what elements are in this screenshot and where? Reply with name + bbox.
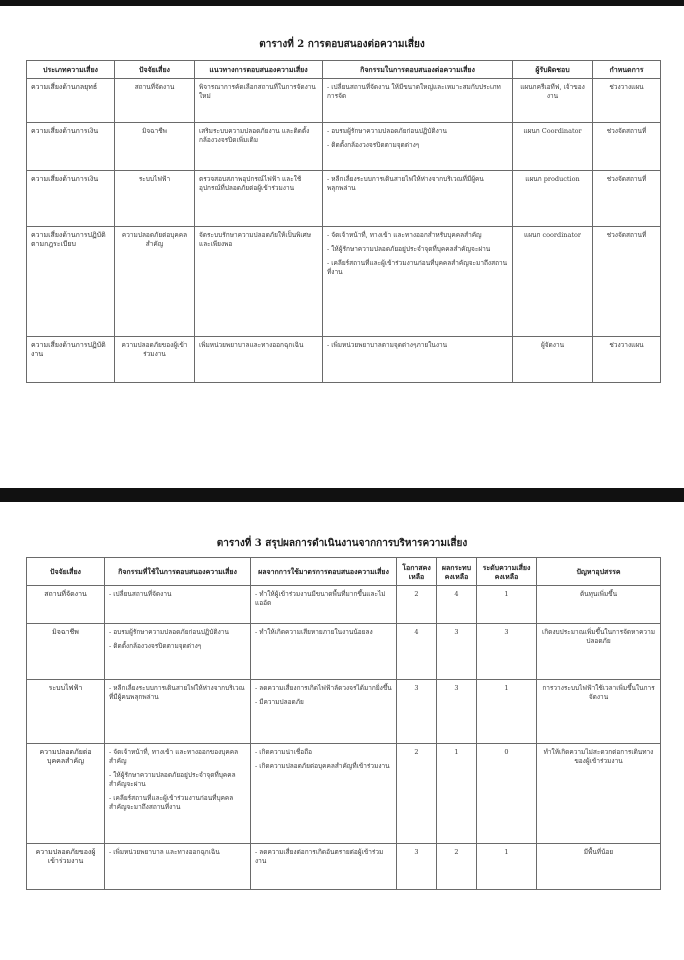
table-row [27, 624, 661, 680]
result-item: - ลดความเสี่ยงต่อการเกิดอันตรายต่อผู้เข้าร่วมงาน [255, 848, 384, 865]
activity-item: - เปลี่ยนสถานที่จัดงาน [109, 590, 172, 598]
header-measure-results: ผลจากการใช้มาตรการตอบสนองความเสี่ยง [251, 558, 397, 586]
table-3-title: ตารางที่ 3 สรุปผลการดำเนินงานจากการบริหารความเสี่ยง [216, 538, 468, 549]
activity-item: - ให้ผู้รักษาความปลอดภัยอยู่ประจำจุดที่บุคคลสำคัญจะผ่าน [109, 771, 236, 788]
response-activities [323, 227, 513, 337]
response-activities [323, 337, 513, 383]
header-response-activities: กิจกรรมในการตอบสนองต่อความเสี่ยง [323, 61, 513, 79]
activity-item: - ติดตั้งกล้องวงจรปิดตามจุดต่างๆ [109, 642, 202, 650]
table-row [27, 744, 661, 844]
activity-item: - เพิ่มหน่วยพยาบาล และทางออกฉุกเฉิน [109, 848, 220, 856]
activity-item: - ให้ผู้รักษาความปลอดภัยอยู่ประจำจุดที่บุคคลสำคัญจะผ่าน [327, 245, 491, 253]
result-item: - ทำให้เกิดความเสียหายภายในงานน้อยลง [255, 628, 373, 636]
response-activities [323, 123, 513, 171]
response-approach: เสริมระบบความปลอดภัยงาน และติดตั้งกล้องวงจรปิดเพิ่มเติม [195, 123, 323, 171]
issues: ต้นทุนเพิ่มขึ้น [537, 586, 661, 624]
table-row [27, 337, 661, 383]
table-row [27, 680, 661, 744]
activity-item: - เคลียร์สถานที่และผู้เข้าร่วมงานก่อนที่บุคคลสำคัญจะมาถึงสถานที่งาน [109, 794, 234, 811]
header-risk-factor: ปัจจัยเสี่ยง [115, 61, 195, 79]
risk-type: ความเสี่ยงด้านการเงิน [27, 123, 115, 171]
document-page-1 [0, 6, 684, 488]
owner: แผนกครีเอทีฟ, เจ้าของงาน [513, 79, 593, 123]
activity-item: - อบรมผู้รักษาความปลอดภัยก่อนปฏิบัติงาน [109, 628, 229, 636]
risk-factor: มิจฉาชีพ [27, 624, 105, 680]
activity-item: - จัดเจ้าหน้าที่, ทางเข้า และทางออกของบุคคลสำคัญ [109, 748, 239, 765]
residual-level: 0 [477, 744, 537, 844]
response-approach: เพิ่มหน่วยพยาบาลและทางออกฉุกเฉิน [195, 337, 323, 383]
response-activities [105, 844, 251, 890]
activity-item: - หลีกเลี่ยงระบบการเดินสายไฟให้ห่างจากบริเวณที่มีผู้คนพลุกพล่าน [109, 684, 245, 701]
owner: แผนก production [513, 171, 593, 227]
result-item: - ลดความเสี่ยงการเกิดไฟฟ้าลัดวงจรได้มากยิ่งขึ้น [255, 684, 392, 692]
response-activities [323, 79, 513, 123]
risk-type: ความเสี่ยงด้านการปฏิบัติตามกฎระเบียบ [27, 227, 115, 337]
response-activities [105, 680, 251, 744]
risk-factor: สถานที่จัดงาน [27, 586, 105, 624]
result-item: - ทำให้ผู้เข้าร่วมงานมีขนาดพื้นที่มากขึ้นและไม่แออัด [255, 590, 386, 607]
header-response-activities: กิจกรรมที่ใช้ในการตอบสนองความเสี่ยง [105, 558, 251, 586]
activity-item: - เคลียร์สถานที่และผู้เข้าร่วมงานก่อนที่บุคคลสำคัญจะมาถึงสถานที่งาน [327, 259, 508, 276]
header-residual-likelihood: โอกาสคงเหลือ [397, 558, 437, 586]
issues: ทำให้เกิดความไม่สะดวกต่อการเดินทางของผู้เข้าร่วมงาน [537, 744, 661, 844]
risk-factor: สถานที่จัดงาน [115, 79, 195, 123]
residual-impact: 4 [437, 586, 477, 624]
residual-level: 1 [477, 844, 537, 890]
residual-likelihood: 3 [397, 680, 437, 744]
residual-likelihood: 3 [397, 844, 437, 890]
residual-impact: 1 [437, 744, 477, 844]
risk-result-summary-table [26, 557, 661, 890]
table-row [27, 227, 661, 337]
response-approach: จัดระบบรักษาความปลอดภัยให้เป็นพิเศษและเพียงพอ [195, 227, 323, 337]
activity-item: - เปลี่ยนสถานที่จัดงาน ให้มีขนาดใหญ่และเหมาะสมกับประเภทการจัด [327, 83, 501, 100]
activity-item: - ติดตั้งกล้องวงจรปิดตามจุดต่างๆ [327, 141, 420, 149]
risk-factor: ความปลอดภัยต่อบุคคลสำคัญ [115, 227, 195, 337]
document-page-2 [0, 502, 684, 960]
measure-results [251, 844, 397, 890]
response-approach: ตรวจสอบสภาพอุปกรณ์ไฟฟ้า และใช้อุปกรณ์ที่ปลอดภัยต่อผู้เข้าร่วมงาน [195, 171, 323, 227]
residual-likelihood: 2 [397, 744, 437, 844]
issues: การวางระบบไฟฟ้าใช้เวลาเพิ่มขึ้นในการจัดงาน [537, 680, 661, 744]
header-owner: ผู้รับผิดชอบ [513, 61, 593, 79]
residual-level: 1 [477, 680, 537, 744]
measure-results [251, 680, 397, 744]
residual-level: 1 [477, 586, 537, 624]
residual-impact: 3 [437, 680, 477, 744]
risk-factor: ความปลอดภัยของผู้เข้าร่วมงาน [27, 844, 105, 890]
response-approach: พิจารณาการคัดเลือกสถานที่ในการจัดงานใหม่ [195, 79, 323, 123]
activity-item: - หลีกเลี่ยงระบบการเดินสายไฟให้ห่างจากบริเวณที่มีผู้คนพลุกพล่าน [327, 175, 484, 192]
response-activities [323, 171, 513, 227]
header-schedule: กำหนดการ [593, 61, 661, 79]
schedule: ช่วงจัดสถานที่ [593, 171, 661, 227]
result-item: - เกิดความน่าเชื่อถือ [255, 748, 313, 756]
page-separator [0, 488, 684, 502]
owner: ผู้จัดงาน [513, 337, 593, 383]
residual-likelihood: 4 [397, 624, 437, 680]
measure-results [251, 624, 397, 680]
risk-factor: มิจฉาชีพ [115, 123, 195, 171]
residual-impact: 2 [437, 844, 477, 890]
activity-item: - เพิ่มหน่วยพยาบาลตามจุดต่างๆภายในงาน [327, 341, 448, 349]
activity-item: - อบรมผู้รักษาความปลอดภัยก่อนปฏิบัติงาน [327, 127, 447, 135]
risk-type: ความเสี่ยงด้านการเงิน [27, 171, 115, 227]
table-2-title: ตารางที่ 2 การตอบสนองต่อความเสี่ยง [259, 39, 425, 50]
measure-results [251, 744, 397, 844]
residual-likelihood: 2 [397, 586, 437, 624]
owner: แผนก coordinator [513, 227, 593, 337]
measure-results [251, 586, 397, 624]
risk-factor: ความปลอดภัยต่อบุคคลสำคัญ [27, 744, 105, 844]
risk-factor: ระบบไฟฟ้า [115, 171, 195, 227]
schedule: ช่วงวางแผน [593, 79, 661, 123]
schedule: ช่วงวางแผน [593, 337, 661, 383]
header-risk-type: ประเภทความเสี่ยง [27, 61, 115, 79]
residual-level: 3 [477, 624, 537, 680]
table-row [27, 123, 661, 171]
issues: เกิดงบประมาณเพิ่มขึ้นในการจัดหาความปลอดภัย [537, 624, 661, 680]
table-row [27, 79, 661, 123]
activity-item: - จัดเจ้าหน้าที่, ทางเข้า และทางออกสำหรับบุคคลสำคัญ [327, 231, 482, 239]
table-row [27, 844, 661, 890]
risk-type: ความเสี่ยงด้านกลยุทธ์ [27, 79, 115, 123]
response-activities [105, 586, 251, 624]
header-residual-level: ระดับความเสี่ยงคงเหลือ [477, 558, 537, 586]
risk-response-table [26, 60, 661, 383]
header-issues: ปัญหาอุปสรรค [537, 558, 661, 586]
table-header-row [27, 61, 661, 79]
residual-impact: 3 [437, 624, 477, 680]
header-risk-factor: ปัจจัยเสี่ยง [27, 558, 105, 586]
schedule: ช่วงจัดสถานที่ [593, 123, 661, 171]
table-row [27, 171, 661, 227]
table-header-row [27, 558, 661, 586]
owner: แผนก Coordinator [513, 123, 593, 171]
table-row [27, 586, 661, 624]
issues: มีพื้นที่น้อย [537, 844, 661, 890]
response-activities [105, 624, 251, 680]
risk-type: ความเสี่ยงด้านการปฏิบัติงาน [27, 337, 115, 383]
result-item: - มีความปลอดภัย [255, 698, 304, 706]
header-response-approach: แนวทางการตอบสนองความเสี่ยง [195, 61, 323, 79]
header-residual-impact: ผลกระทบคงเหลือ [437, 558, 477, 586]
risk-factor: ระบบไฟฟ้า [27, 680, 105, 744]
schedule: ช่วงจัดสถานที่ [593, 227, 661, 337]
result-item: - เกิดความปลอดภัยต่อบุคคลสำคัญที่เข้าร่วมงาน [255, 762, 390, 770]
risk-factor: ความปลอดภัยของผู้เข้าร่วมงาน [115, 337, 195, 383]
response-activities [105, 744, 251, 844]
